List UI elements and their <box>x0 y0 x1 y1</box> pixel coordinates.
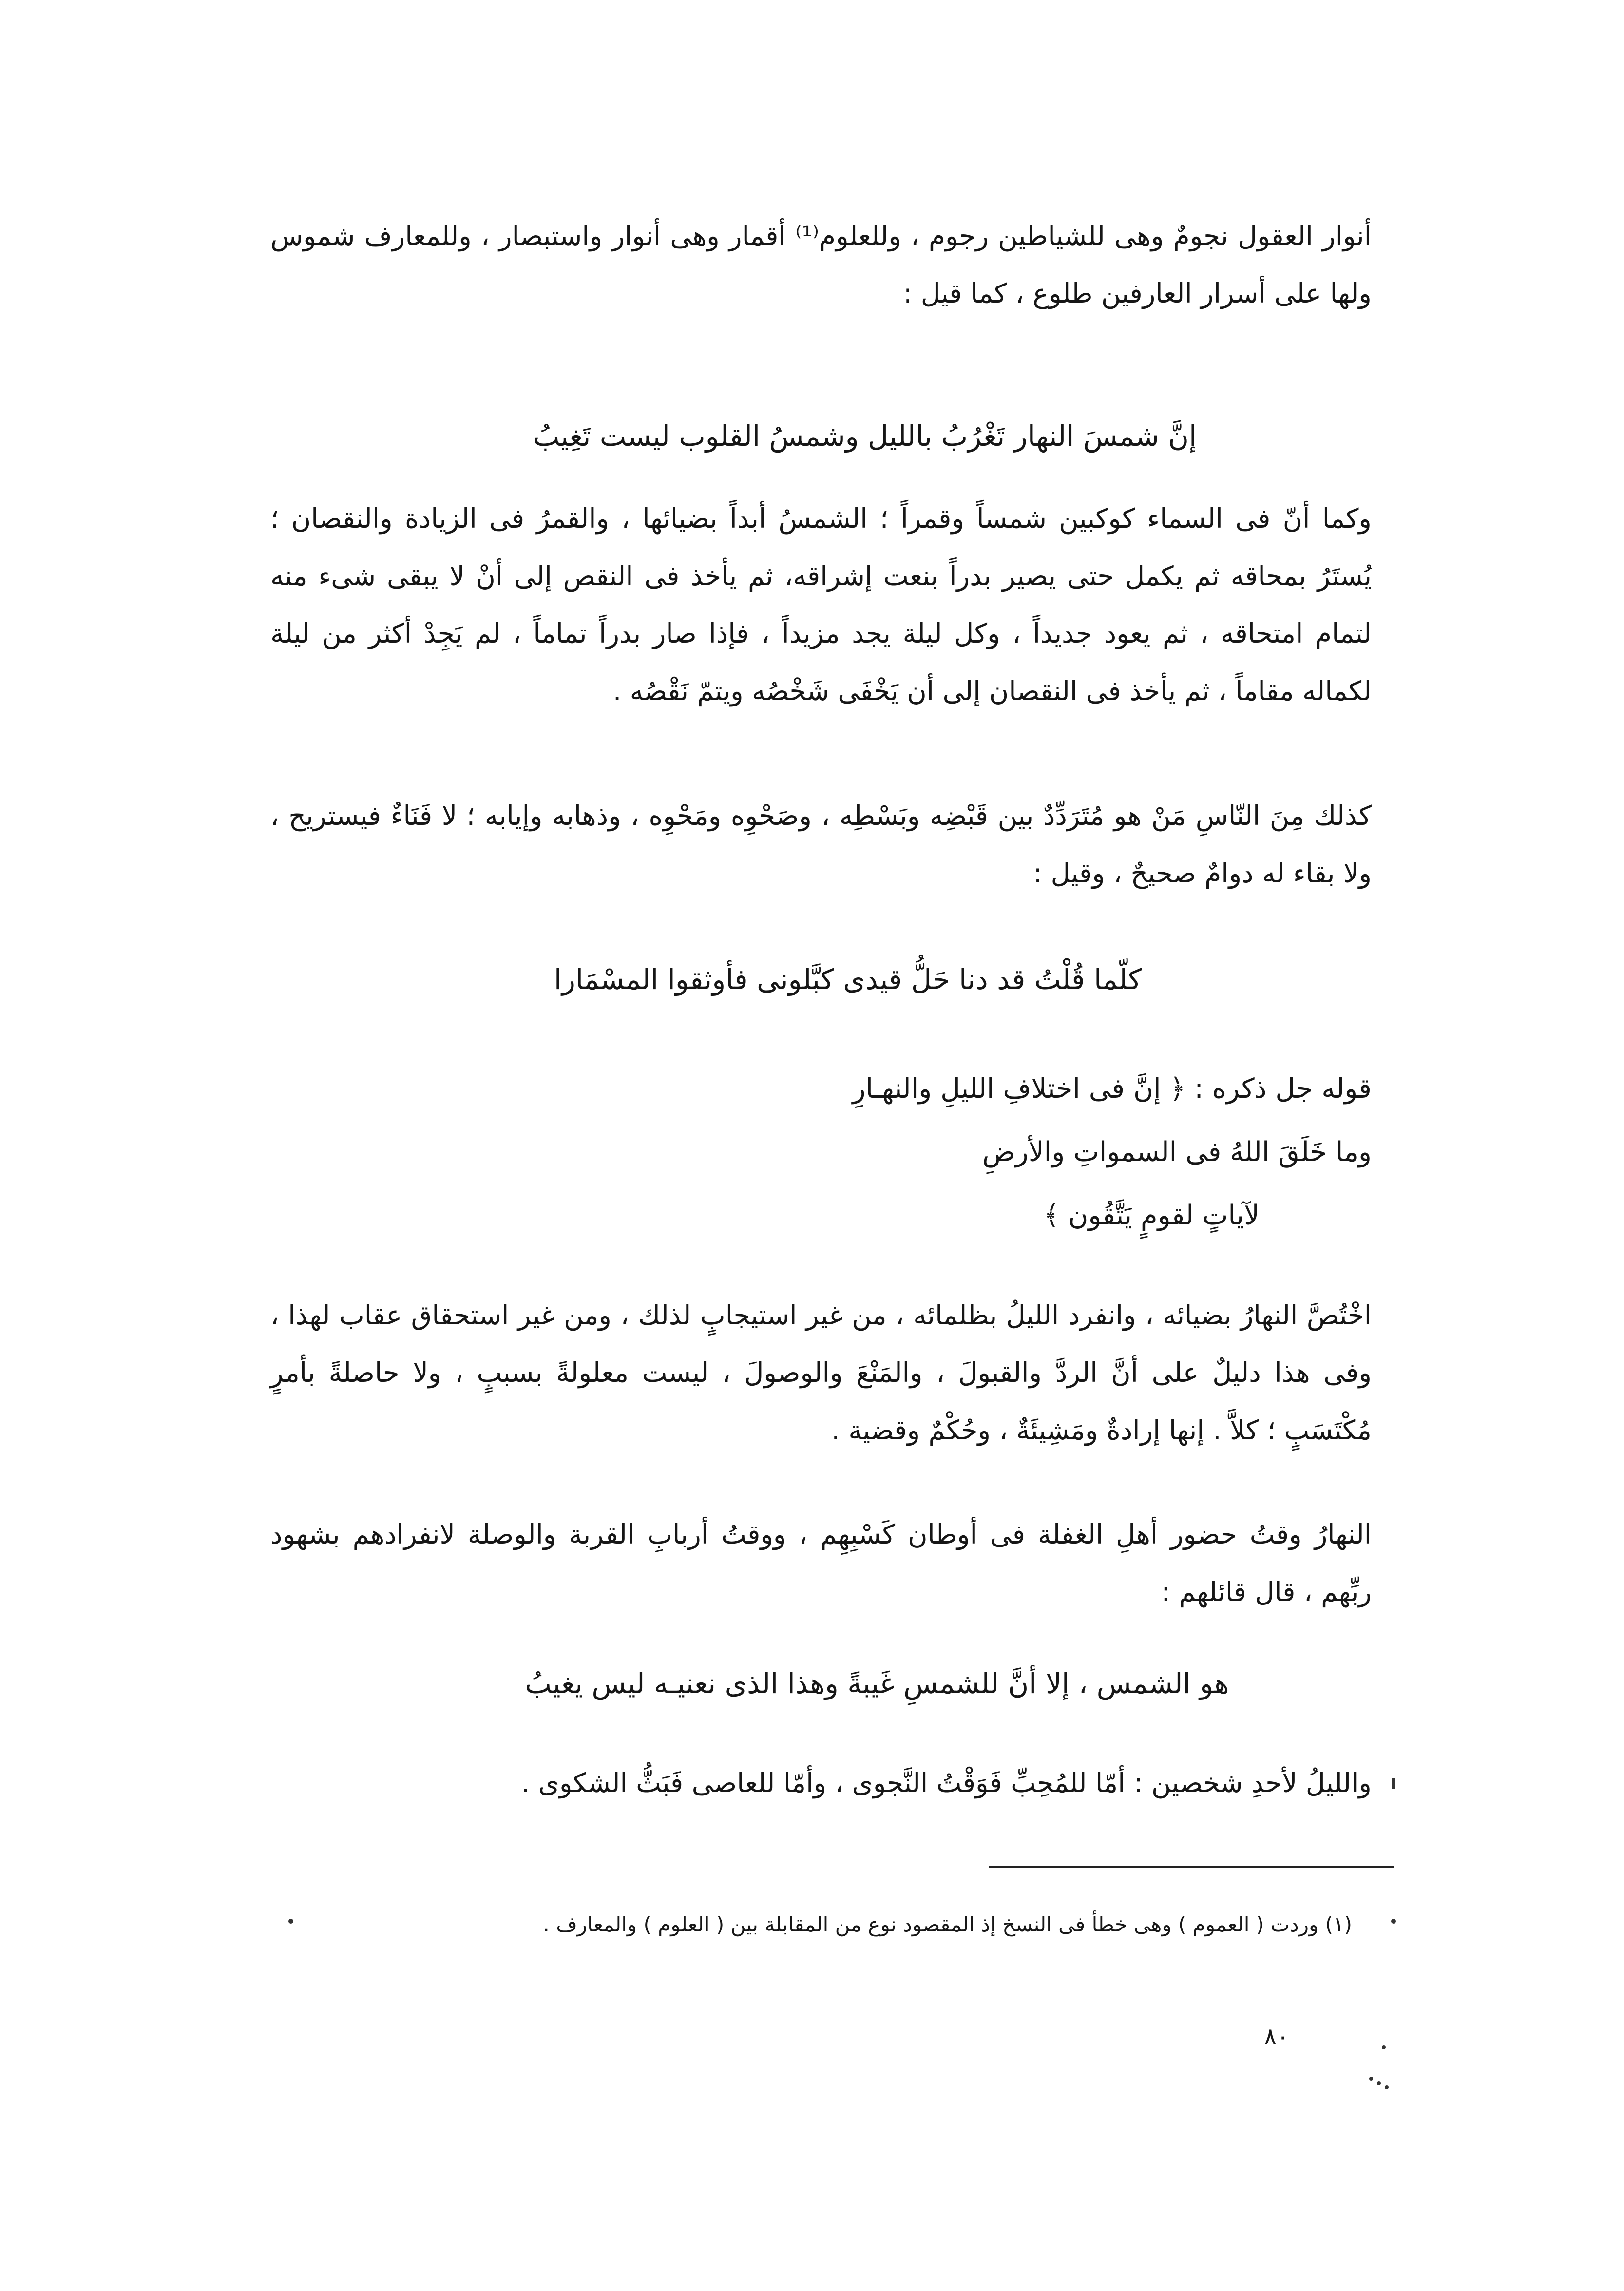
page-number: ٨٠ <box>1264 2023 1289 2050</box>
scan-mark-dot-corner-1 <box>1369 2077 1373 2081</box>
scan-mark-tick <box>1392 1778 1395 1789</box>
scan-mark-dot-left <box>288 1919 293 1924</box>
footnote: (١) وردت ( العموم ) وهى خطأ فى النسخ إذ المقصود نوع من المقابلة بين ( العلوم ) والمعارف . <box>543 1912 1352 1936</box>
verse-huwa-ash-shams: هو الشمس ، إلا أنَّ للشمسِ غَيبةً وهذا الذى نعنيـه ليس يغيبُ <box>525 1667 1229 1700</box>
paragraph-people-states: كذلك مِنَ النّاسِ مَنْ هو مُتَرَدِّدٌ بين قَبْضِه وبَسْطِه ، وصَحْوِه ومَحْوِه ، وذهابه وإيابه ؛ لا فَنَاءٌ فيستريح ، ولا بقاء له دوامٌ صحيحٌ ، وقيل : <box>270 800 1372 889</box>
scan-mark-dot-corner-3 <box>1385 2085 1389 2089</box>
verse-qaydi: كلّما قُلْتُ قد دنا حَلُّ قيدى كبَّلونى فأوثقوا المسْمَارا <box>554 963 1142 996</box>
scan-mark-dot-right <box>1391 1919 1396 1924</box>
paragraph-day-night: اخْتُصَّ النهارُ بضيائه ، وانفرد الليلُ بظلمائه ، من غير استيجابٍ لذلك ، ومن غير استحقاق عقاب لهذا ، وفى هذا دليلٌ على أنَّ الردَّ والقبولَ ، والمَنْعَ والوصولَ ، ليست معلولةً بسببٍ ، ولا حاصلةً بأمرٍ مُكْتَسَبٍ ؛ كلاَّ . إنها إرادةٌ ومَشِيئَةٌ ، وحُكْمٌ وقضية . <box>270 1299 1372 1446</box>
scan-mark-dot-lower <box>1382 2045 1386 2049</box>
paragraph-night-two-persons: والليلُ لأحدِ شخصين : أمّا للمُحِبِّ فَوَقْتُ النَّجوى ، وأمّا للعاصى فَبَثُّ الشكوى . <box>521 1767 1372 1798</box>
quran-line-1: قوله جل ذكره : ﴿ إنَّ فى اختلافِ الليلِ والنهـارِ <box>852 1073 1372 1105</box>
scan-mark-dot-corner-2 <box>1377 2081 1381 2085</box>
quran-line-3: لآياتٍ لقومٍ يَتَّقُون ﴾ <box>1043 1200 1260 1231</box>
quran-line-2: وما خَلَقَ اللهُ فى السمواتِ والأرضِ <box>982 1136 1372 1168</box>
quran-quotation <box>592 1057 1372 1247</box>
paragraph-intro: أنوار العقول نجومٌ وهى للشياطين رجوم ، وللعلوم⁽¹⁾ أقمار وهى أنوار واستبصار ، وللمعارف شموس ولها على أسرار العارفين طلوع ، كما قيل : <box>270 220 1372 309</box>
verse-shams-an-nahar: إنَّ شمسَ النهار تَغْرُبُ بالليل وشمسُ القلوب ليست تَغِيبُ <box>533 420 1197 453</box>
footnote-separator <box>989 1866 1394 1868</box>
paragraph-moon-sun: وكما أنّ فى السماء كوكبين شمساً وقمراً ؛ الشمسُ أبداً بضيائها ، والقمرُ فى الزيادة والنقصان ؛ يُستَرُ بمحاقه ثم يكمل حتى يصير بدراً بنعت إشراقه، ثم يأخذ فى النقص إلى أنْ لا يبقى شىء منه لتمام امتحاقه ، ثم يعود جديداً ، وكل ليلة يجد مزيداً ، فإذا صار بدراً تماماً ، لم يَجِدْ أكثر من ليلة لكماله مقاماً ، ثم يأخذ فى النقصان إلى أن يَخْفَى شَخْصُه ويتمّ نَقْصُه . <box>270 503 1372 706</box>
paragraph-day-time: النهارُ وقتُ حضور أهلِ الغفلة فى أوطان كَسْبِهِم ، ووقتُ أربابِ القربة والوصلة لانفرادهم بشهود ربِّهم ، قال قائلهم : <box>270 1519 1372 1607</box>
